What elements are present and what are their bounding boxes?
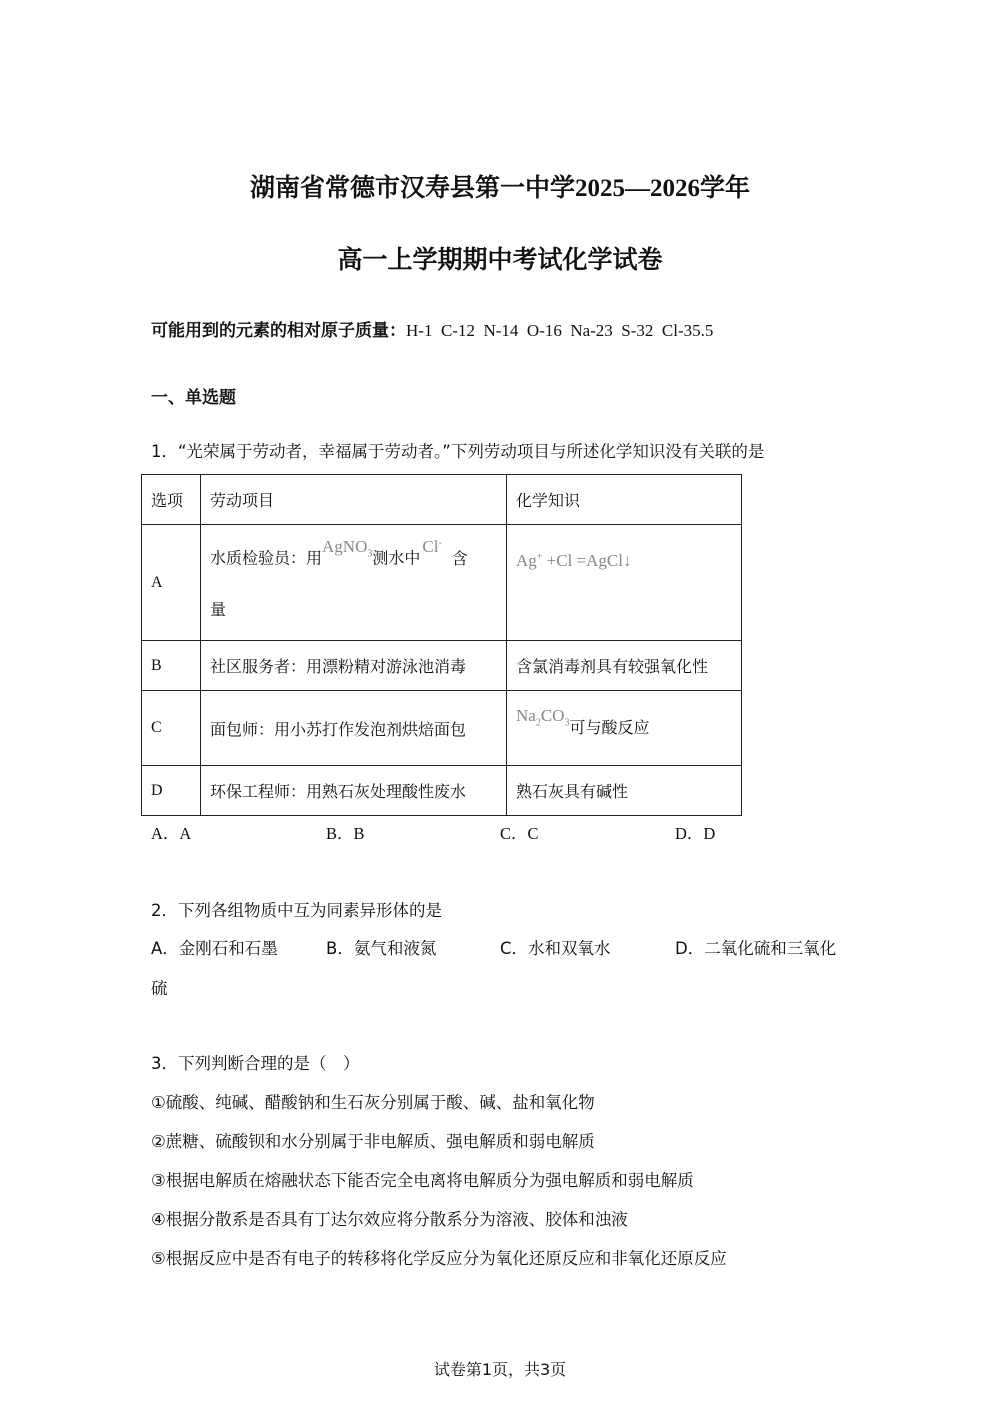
formula-subscript: 3 [564,717,570,729]
labor-text-line2: 量 [210,600,227,620]
option-cell: A [142,525,201,641]
reagent-text: AgNO [322,536,368,556]
labor-text: 含 [451,548,468,568]
q1-option-a: A．A [151,824,192,843]
ionic-equation [516,551,632,570]
knowledge-cell [507,691,742,766]
atomic-mass-line [151,316,713,341]
knowledge-cell [507,525,742,641]
knowledge-cell: 含氯消毒剂具有较强氧化性 [507,641,742,691]
labor-cell: 环保工程师：用熟石灰处理酸性废水 [201,766,507,816]
q2-option-d-wrap: 硫 [151,979,168,998]
q1-option-b: B．B [326,824,365,843]
table-header-cell: 劳动项目 [201,475,507,525]
q1-option-c: C．C [500,824,539,843]
table-header-cell: 化学知识 [507,475,742,525]
knowledge-cell: 熟石灰具有碱性 [507,766,742,816]
labor-cell: 社区服务者：用漂粉精对游泳池消毒 [201,641,507,691]
formula-part: Na [516,706,536,726]
q3-item: ④根据分散系是否具有丁达尔效应将分散系分为溶液、胶体和浊液 [151,1210,628,1229]
option-cell: B [142,641,201,691]
table-row [142,766,742,816]
q2-option-a: A．金刚石和石墨 [151,939,278,958]
equation-part: Ag [516,551,537,570]
table-row [142,525,742,641]
table-row [142,641,742,691]
q2-option-d: D．二氧化硫和三氧化 [675,939,837,958]
formula-part: CO [540,706,565,726]
q3-stem: 3．下列判断合理的是（ ） [151,1054,360,1073]
q2-stem: 2．下列各组物质中互为同素异形体的是 [151,901,442,920]
labor-cell [201,525,507,641]
q1-stem: 1．“光荣属于劳动者，幸福属于劳动者。”下列劳动项目与所述化学知识没有关联的是 [151,442,765,461]
ion-formula [422,537,441,556]
q2-option-c: C．水和双氧水 [500,939,611,958]
atomic-mass-label: 可能用到的元素的相对原子质量： [151,321,406,341]
q3-item: ②蔗糖、硫酸钡和水分别属于非电解质、强电解质和弱电解质 [151,1132,595,1151]
q3-item: ⑤根据反应中是否有电子的转移将化学反应分为氧化还原反应和非氧化还原反应 [151,1249,727,1268]
page-footer: 试卷第1页，共3页 [433,1360,567,1379]
q3-item: ③根据电解质在熔融状态下能否完全电离将电解质分为强电解质和弱电解质 [151,1171,694,1190]
title-line2: 高一上学期期中考试化学试卷 [337,245,663,274]
formula-subscript: 2 [535,717,541,729]
reagent-subscript: 3 [367,548,373,560]
table-header-row [142,475,742,525]
labor-text: 测水中 [372,548,421,568]
reagent-formula [322,536,373,560]
q1-option-d: D．D [675,824,716,843]
option-cell: D [142,766,201,816]
ion-superscript: - [438,536,442,548]
knowledge-text: 可与酸反应 [569,718,650,738]
labor-text: 水质检验员：用 [210,548,323,568]
equation-part: +Cl =AgCl↓ [546,551,632,570]
labor-cell: 面包师：用小苏打作发泡剂烘焙面包 [201,691,507,766]
atomic-mass-values: H-1 C-12 N-14 O-16 Na-23 S-32 Cl-35.5 [406,321,714,340]
table-header-cell: 选项 [142,475,201,525]
title-line1: 湖南省常德市汉寿县第一中学2025—2026学年 [249,175,750,202]
equation-superscript: + [536,551,543,563]
section-heading: 一、单选题 [151,388,236,408]
ion-text: Cl [422,536,439,556]
q3-item: ①硫酸、纯碱、醋酸钠和生石灰分别属于酸、碱、盐和氧化物 [151,1093,595,1112]
q2-option-b: B．氨气和液氮 [326,939,437,958]
q1-table [141,474,742,816]
table-row [142,691,742,766]
option-cell: C [142,691,201,766]
carbonate-formula [516,706,570,729]
